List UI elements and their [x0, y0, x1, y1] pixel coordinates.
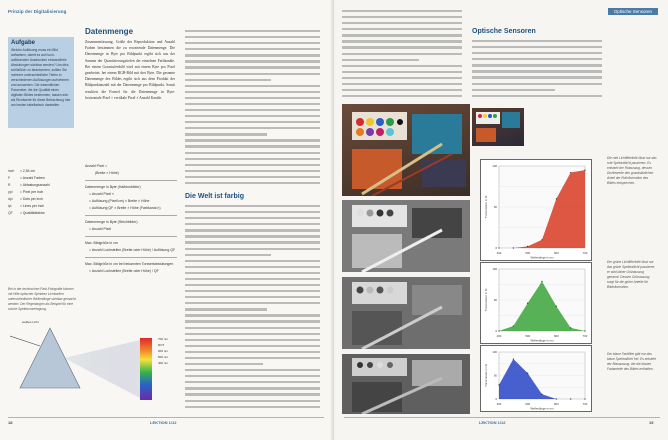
text-line [185, 66, 320, 68]
text-line [472, 52, 602, 54]
text-line [185, 375, 320, 377]
text-line [342, 95, 462, 97]
light-ray [10, 336, 40, 346]
data-point [513, 325, 514, 326]
formula-line: = Anzahl Lochstellen (Breite oder Höhe) / QF [89, 269, 159, 273]
text-line [185, 121, 320, 123]
text-line [185, 241, 320, 243]
x-axis-label: Wellenlänge in nm [530, 406, 554, 411]
spectrum-label: 500 nm [158, 355, 169, 359]
y-axis-label: Transmission in % [484, 195, 488, 219]
text-line [185, 351, 320, 353]
spectrum-bar [140, 338, 152, 400]
text-line [342, 89, 462, 91]
formula-line: = Anzahl Pixel [89, 227, 112, 231]
data-point [570, 398, 571, 399]
text-line [185, 103, 320, 105]
formula-line: = Anzahl Pixel × [89, 192, 115, 196]
text-line [472, 83, 602, 85]
x-tick-label: 400 [496, 251, 502, 255]
text-line [185, 248, 320, 250]
abbreviation-value: = Pixel per inch [20, 190, 44, 194]
abbreviation-key: ppi [8, 190, 13, 194]
x-tick-label: 600 [553, 334, 559, 338]
text-line [185, 284, 320, 286]
text-line [185, 223, 320, 225]
photo-blue-extract [342, 354, 470, 414]
abbreviation-list [8, 168, 78, 217]
spectrum-label: 700 nm [158, 337, 169, 341]
text-line [185, 79, 271, 81]
abbreviation-key: lpi [8, 204, 12, 208]
page-number-right: 19 [649, 420, 654, 425]
task-box [8, 37, 74, 128]
photo-red-extract [342, 200, 470, 272]
data-point [541, 239, 542, 240]
heading-datenmenge: Datenmenge [85, 27, 134, 36]
text-line [342, 40, 462, 42]
x-tick-label: 500 [525, 251, 531, 255]
text-line [185, 302, 320, 304]
y-tick-label: 0 [495, 246, 497, 250]
caption-blue: Der blaue Farbfilter gibt nur das blaue Spektrallicht frei. Es entsteht der Blauauszug, der die blauen Farbanteile des Bildes enthalten. [607, 352, 657, 371]
text-line [185, 60, 320, 62]
text-line [185, 345, 320, 347]
data-point [584, 398, 585, 399]
text-line [472, 46, 602, 48]
y-tick-label: 50 [493, 205, 497, 209]
text-line [185, 54, 320, 56]
x-tick-label: 500 [525, 334, 531, 338]
x-tick-label: 700 [582, 334, 588, 338]
text-line [185, 158, 320, 160]
text-line [185, 260, 320, 262]
data-point [498, 247, 499, 248]
abbreviation-row [8, 196, 78, 203]
x-tick-label: 400 [496, 402, 502, 406]
text-line [185, 145, 320, 147]
spectrum-label: 600 nm [158, 349, 169, 353]
chart-red-filter [480, 159, 592, 261]
x-tick-label: 400 [496, 334, 502, 338]
data-point [584, 330, 585, 331]
text-line [185, 205, 320, 207]
formula-line: = Auflösung (Pixel/cm) × Breite × Höhe [89, 199, 150, 203]
y-tick-label: 0 [495, 329, 497, 333]
data-point [584, 170, 585, 171]
text-line [185, 266, 320, 268]
text-line [185, 296, 320, 298]
text-line [185, 73, 320, 75]
text-line [185, 339, 320, 341]
text-line [185, 327, 320, 329]
text-line [185, 314, 320, 316]
text-line [185, 152, 320, 154]
text-line [342, 53, 462, 55]
text-line [185, 308, 267, 310]
data-point [556, 306, 557, 307]
white-light-label: weißes Licht [22, 320, 39, 324]
text-line [185, 320, 320, 322]
abbreviation-value: = Lines per inch [20, 204, 45, 208]
text-line [185, 182, 320, 184]
y-axis-label: Transmission in % [484, 288, 488, 312]
abbreviation-value: = Abtastungsanzahl [20, 183, 50, 187]
formula-line: (Breite × Höhe) [95, 171, 119, 175]
task-text: Welche Auflösung muss ein Bild aufweisen, damit es auf hoch-auflösenden Ausdrucken einwandfreie Abstufungen sichtbar werden? Um dies schließlich zu beantworten, sollten Sie mehrere unterschiedliche Tiefen in verschiedenen Auflösungen aufnehmen und auswerten. Die wesentlichen Parameter, die die Qualität eines digitalen Bildes bestimmen, lassen sich als Richtwerte für diese Betrachtung hier am besten tabellarisch darstellen. [11, 48, 71, 107]
text-line [185, 369, 320, 371]
heading-welt: Die Welt ist farbig [185, 193, 244, 200]
data-point [498, 330, 499, 331]
formula-line: = Anzahl Lochstellen (Breite oder Höhe) / Auflösung QF [89, 248, 176, 252]
data-point [513, 358, 514, 359]
abbreviation-row [8, 168, 78, 175]
text-line [342, 10, 462, 12]
text-line [185, 235, 320, 237]
abbreviation-key: QF [8, 211, 13, 215]
x-tick-label: 600 [553, 251, 559, 255]
text-line [342, 46, 462, 48]
chart-green-filter [480, 262, 592, 344]
text-col-lines [342, 10, 462, 101]
data-point [527, 246, 528, 247]
data-point [570, 327, 571, 328]
caption-prism: Bei in der technischen Farb-Fotografie können mit Hilfe optischer Spektren Lichtwellen unterschiedlicher Wellenlänge sichtbar gemacht werden. Der Regenbogen als Beispiel für eine solche Spektrumzerlegung. [8, 287, 76, 311]
abbreviation-value: = 2,54 cm [20, 169, 35, 173]
abbreviation-row [8, 189, 78, 196]
abbreviation-row [8, 210, 78, 217]
x-tick-label: 700 [582, 251, 588, 255]
text-line [185, 363, 263, 365]
y-tick-label: 50 [493, 298, 497, 302]
text-line [185, 176, 320, 178]
formula-line: Max. Bildgröße in cm bei bekannten Tonwertabstufungen [85, 262, 174, 266]
text-line [185, 48, 320, 50]
formula-line: Datenmenge in Byte (Halbtonbilder) [85, 185, 141, 189]
text-line [185, 381, 320, 383]
text-line [185, 42, 320, 44]
text-line [185, 133, 267, 135]
footer-right-text: LEKTION 1/12 [479, 420, 506, 425]
text-line [342, 34, 462, 36]
y-tick-label: 100 [492, 164, 497, 168]
data-point [556, 198, 557, 199]
text-line [472, 89, 555, 91]
data-point [541, 394, 542, 395]
abbreviation-key: dpi [8, 197, 13, 201]
caption-red: Die rote Lichtfilterfolie lässt nur das rote Spektrallicht passieren. Es entsteht der Rotauszug, dessen Dichtewerte den grundsätzlichen Anteil der Rotinformation des Bildes entsprechen. [607, 156, 657, 185]
chart-blue-filter [480, 345, 592, 412]
text-line [185, 127, 320, 129]
x-tick-label: 600 [553, 402, 559, 406]
text-line [185, 406, 320, 408]
abbreviation-key: R [8, 183, 11, 187]
text-line [342, 83, 462, 85]
data-point [513, 247, 514, 248]
formula-line: = Auflösung QF × Breite × Höhe (Farbkanal n) [89, 206, 161, 210]
text-line [185, 290, 320, 292]
y-tick-label: 50 [493, 373, 497, 378]
text-line [185, 254, 271, 256]
text-line [185, 278, 320, 280]
y-tick-label: 100 [492, 267, 497, 271]
data-point [527, 303, 528, 304]
text-col-lines [472, 40, 602, 101]
task-title: Aufgabe [11, 40, 35, 46]
running-header-right: Optische Sensoren [608, 8, 658, 15]
text-line [472, 95, 602, 97]
spectrum-label: ROT [158, 343, 165, 347]
y-tick-label: 100 [492, 350, 497, 354]
text-line [185, 36, 320, 38]
text-line [185, 229, 320, 231]
x-axis-label: Wellenlänge in nm [530, 338, 554, 343]
text-line [185, 97, 320, 99]
text-line [185, 357, 320, 359]
x-tick-label: 700 [582, 402, 588, 406]
abbreviation-row [8, 175, 78, 182]
page-number-left: 18 [8, 420, 13, 425]
text-line [185, 211, 320, 213]
text-line [185, 109, 320, 111]
text-line [342, 77, 462, 79]
abbreviation-key: F [8, 176, 11, 180]
data-point [556, 398, 557, 399]
data-point [570, 172, 571, 173]
formula-line: Anzahl Pixel = [85, 164, 108, 168]
body-datenmenge: Zusammenfassung. Größe der Reproduktion und Anzahl Farben bestimmen die zu erwartende Datenmenge. Die Datenmenge in Byte pro Bildpunkt ergibt sich aus der Summe der Quantisierungstiefen der einzelnen Farbkanäle. Bei einem Graustufenbild wird mit einem Byte pro Pixel gearbeitet, bei einem RGB-Bild mit drei Byte. Die gesamte Datenmenge des Bildes ergibt sich aus dem Produkt der Bildpunktanzahl mit der Datenmenge pro Bildpunkt. Somit resultiert die Formel für die Datenmenge in Byte: horizontale Pixel × vertikale Pixel × Anzahl Kanäle. [85, 40, 175, 100]
text-line [185, 85, 320, 87]
text-col-lines [185, 205, 320, 412]
text-line [342, 16, 462, 18]
formula-line: Datenmenge in Byte (Strichbilder) [85, 220, 138, 224]
right-page [334, 0, 668, 440]
text-line [185, 30, 320, 32]
abbreviation-value: = Qualitätsfaktor [20, 211, 45, 215]
text-col-lines [185, 30, 320, 188]
data-point [527, 373, 528, 374]
formula-line: Max. Bildgröße in cm [85, 241, 118, 245]
text-line [185, 91, 320, 93]
running-header-left: Prinzip der Digitalisierung [8, 9, 67, 14]
spectrum-label: 400 nm [158, 361, 169, 365]
text-line [342, 65, 462, 67]
data-point [541, 281, 542, 282]
text-line [472, 70, 602, 72]
x-axis-label: Wellenlänge in nm [530, 255, 554, 260]
dispersed-beam [64, 340, 140, 398]
text-line [185, 333, 320, 335]
text-line [472, 64, 602, 66]
y-tick-label: 0 [495, 397, 497, 401]
photo-color [342, 104, 470, 196]
y-axis-label: Transmission in % [484, 364, 488, 387]
caption-green: Der grüne Lichtfilterfolie lässt nur das grüne Spektrallicht passieren; er wird daher Grünauszug genannt. Dessen Grünauszug sorgt für die grüne Anteile für Bildinformation. [607, 260, 656, 289]
text-line [185, 387, 320, 389]
text-line [185, 400, 320, 402]
text-line [472, 76, 602, 78]
text-line [472, 40, 602, 42]
data-point [498, 384, 499, 385]
photo-green-extract [342, 277, 470, 349]
footer-left-text: LEKTION 1/12 [150, 420, 177, 425]
abbreviation-row [8, 182, 78, 189]
text-line [185, 393, 320, 395]
text-line [342, 71, 462, 73]
heading-optische-sensoren: Optische Sensoren [472, 28, 536, 35]
text-line [185, 139, 320, 141]
text-line [472, 58, 602, 60]
abbreviation-row [8, 203, 78, 210]
text-line [185, 170, 320, 172]
spectrum-labels [158, 336, 188, 366]
text-line [342, 59, 419, 61]
abbreviation-value: = Dots per inch [20, 197, 43, 201]
formula-box [85, 163, 177, 275]
text-line [185, 272, 320, 274]
text-line [185, 164, 320, 166]
abbreviation-value: = Anzahl Farben [20, 176, 45, 180]
photo-small-color [472, 108, 524, 146]
text-line [185, 217, 320, 219]
text-line [342, 22, 462, 24]
abbreviation-key: inch [8, 169, 15, 173]
text-line [342, 28, 462, 30]
text-line [185, 115, 320, 117]
x-tick-label: 500 [525, 402, 531, 406]
